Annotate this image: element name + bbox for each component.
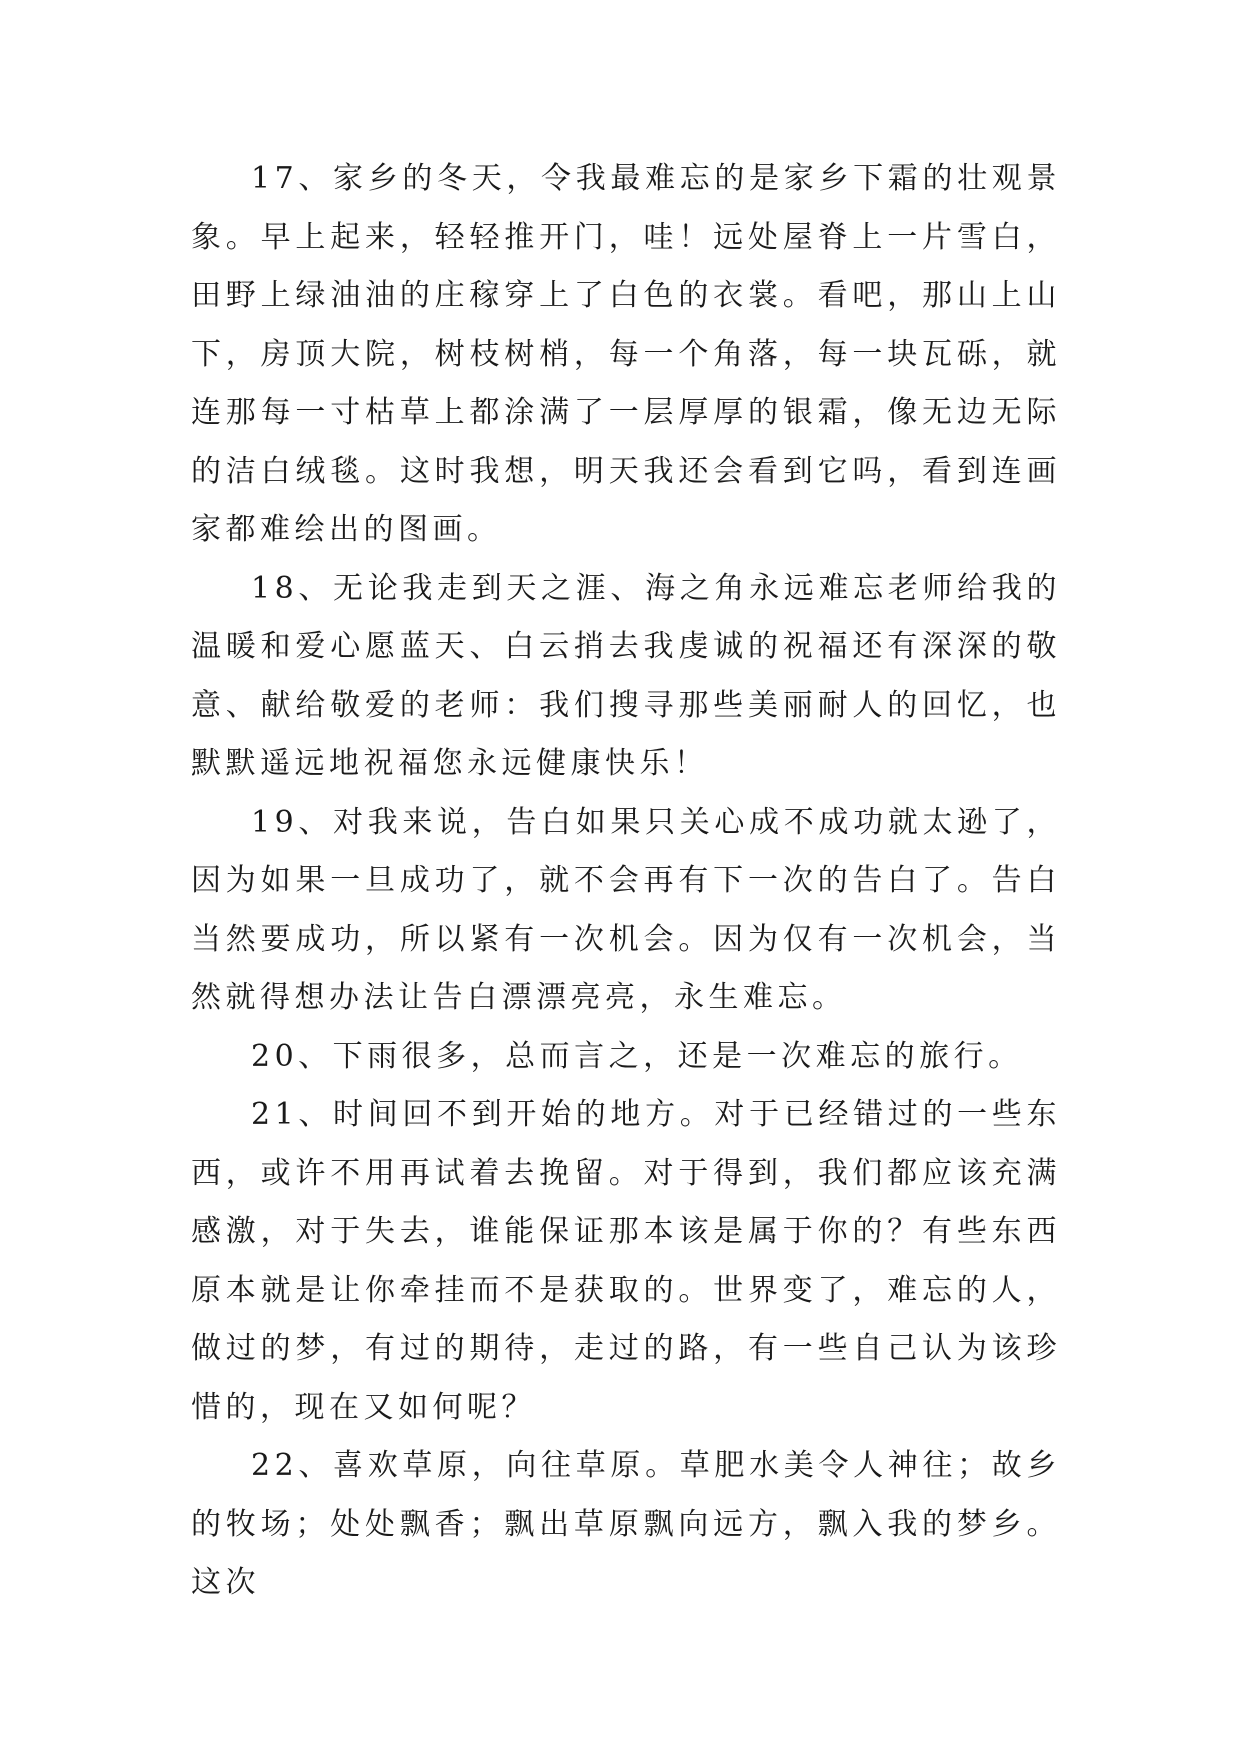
paragraph-20: 20、下雨很多，总而言之，还是一次难忘的旅行。 — [251, 1038, 1023, 1074]
paragraph-19: 19、对我来说，告白如果只关心成不成功就太逊了，因为如果一旦成功了，就不会再有下一次的告白了。告白当然要成功，所以紧有一次机会。因为仅有一次机会，当然就得想办法让告白漂漂亮亮，永生难忘。 — [191, 804, 1061, 1015]
paragraph-18: 18、无论我走到天之涯、海之角永远难忘老师给我的温暖和爱心愿蓝天、白云捎去我虔诚的祝福还有深深的敬意、献给敬爱的老师：我们搜寻那些美丽耐人的回忆，也默默遥远地祝福您永远健康快乐！ — [191, 570, 1061, 781]
paragraph-21: 21、时间回不到开始的地方。对于已经错过的一些东西，或许不用再试着去挽留。对于得到，我们都应该充满感激，对于失去，谁能保证那本该是属于你的？有些东西原本就是让你牵挂而不是获取的。世界变了，难忘的人，做过的梦，有过的期待，走过的路，有一些自己认为该珍惜的，现在又如何呢？ — [191, 1097, 1061, 1425]
paragraph-17: 17、家乡的冬天，令我最难忘的是家乡下霜的壮观景象。早上起来，轻轻推开门，哇！远处屋脊上一片雪白，田野上绿油油的庄稼穿上了白色的衣裳。看吧，那山上山下，房顶大院，树枝树梢，每一个角落，每一块瓦砾，就连那每一寸枯草上都涂满了一层厚厚的银霜，像无边无际的洁白绒毯。这时我想，明天我还会看到它吗，看到连画家都难绘出的图画。 — [191, 161, 1061, 547]
document-body — [191, 150, 1061, 1613]
paragraph-22: 22、喜欢草原，向往草原。草肥水美令人神往；故乡的牧场；处处飘香；飘出草原飘向远方，飘入我的梦乡。这次 — [191, 1448, 1061, 1600]
